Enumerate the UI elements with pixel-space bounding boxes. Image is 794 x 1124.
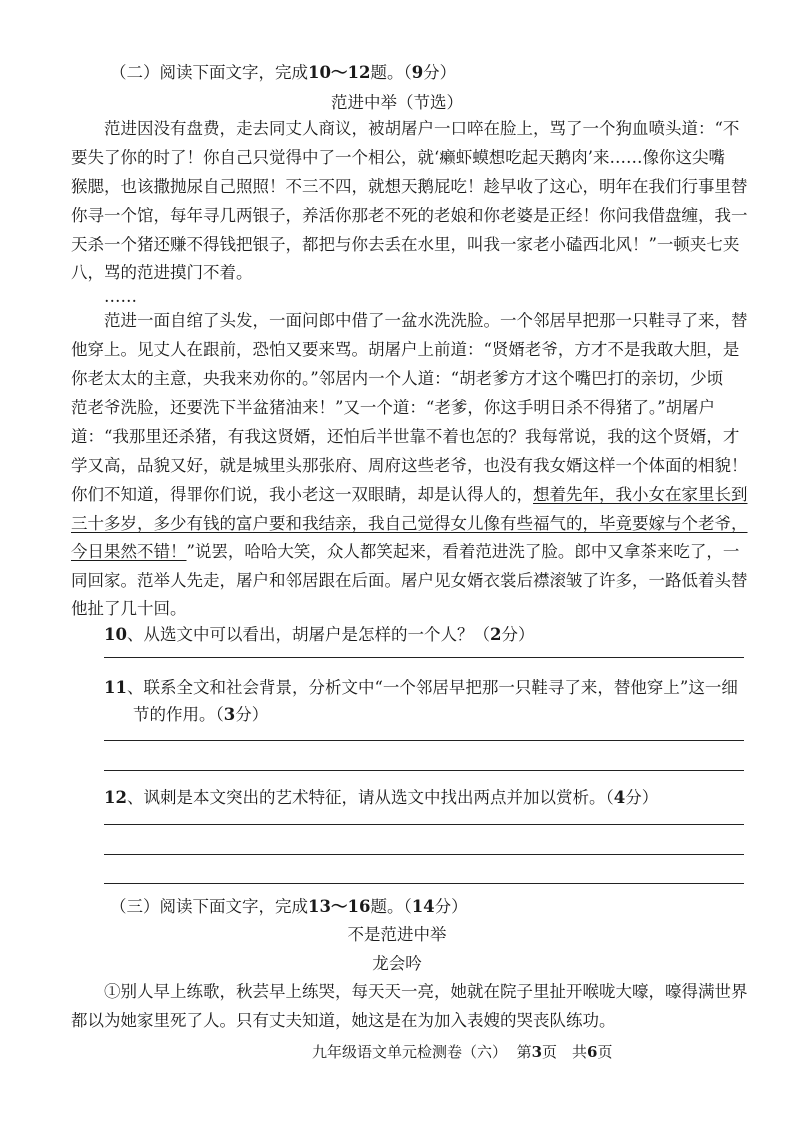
paragraph-line: 范进因没有盘费，走去同丈人商议，被胡屠户一口啐在脸上，骂了一个狗血喷头道：“不 <box>104 119 740 138</box>
paragraph-line: 要失了你的时了！你自己只觉得中了一个相公，就‘癞虾蟆想吃起天鹅肉’来……像你这尖嘴 <box>71 148 725 167</box>
passage-title: 范进中举（节选） <box>331 93 463 112</box>
question-12: 12、讽刺是本文突出的艺术特征，请从选文中找出两点并加以赏析。（4分） <box>104 788 659 807</box>
paragraph-line: 你寻一个馆，每年寻几两银子，养活你那老不死的老娘和你老婆是正经！你问我借盘缠，我一 <box>71 206 748 225</box>
paragraph-line: ①别人早上练歌，秋芸早上练哭，每天天一亮，她就在院子里扯开喉咙大嚎，嚎得满世界 <box>104 982 748 1001</box>
question-11-cont: 节的作用。（3分） <box>133 705 269 724</box>
answer-line[interactable] <box>104 740 744 741</box>
paragraph-line: 你老太太的主意，央我来劝你的。”邻居内一个人道：“胡老爹方才这个嘴巴打的亲切，少顷 <box>71 369 724 388</box>
author: 龙会吟 <box>372 954 422 973</box>
paragraph-line <box>71 514 748 534</box>
paragraph-line <box>71 485 748 505</box>
answer-line[interactable] <box>104 883 744 884</box>
section2-heading: （二）阅读下面文字，完成10～12题。（9分） <box>110 63 457 82</box>
paragraph-line: 天杀一个猪还赚不得钱把银子，都把与你去丢在水里，叫我一家老小磕西北风！”一顿夹七夹 <box>71 235 740 254</box>
plain-text: ”说罢，哈哈大笑，众人都笑起来，看着范进洗了脸。郎中又拿茶来吃了，一 <box>186 542 740 561</box>
paragraph-line <box>71 542 739 562</box>
paragraph-line: 他扯了几十回。 <box>71 599 187 618</box>
underlined-text: 今日果然不错！ <box>71 542 187 561</box>
question-10: 10、从选文中可以看出，胡屠户是怎样的一个人？（2分） <box>104 625 535 644</box>
answer-line[interactable] <box>104 770 744 771</box>
paragraph-line: 八，骂的范进摸门不着。 <box>71 263 253 282</box>
paragraph-line: 他穿上。见丈人在跟前，恐怕又要来骂。胡屠户上前道：“贤婿老爷，方才不是我敢大胆，是 <box>71 340 740 359</box>
underlined-text: 想着先年，我小女在家里长到 <box>533 485 748 504</box>
section3-heading: （三）阅读下面文字，完成13～16题。（14分） <box>110 897 468 916</box>
ellipsis: …… <box>104 287 137 306</box>
paragraph-line: 都以为她家里死了人。只有丈夫知道，她这是在为加入表嫂的哭丧队练功。 <box>71 1011 616 1030</box>
paragraph-line: 学又高，品貌又好，就是城里头那张府、周府这些老爷，也没有我女婿这样一个体面的相貌！ <box>71 456 748 475</box>
paragraph-line: 范老爷洗脸，还要洗下半盆猪油来！”又一个道：“老爹，你这手明日杀不得猪了。”胡屠户 <box>71 398 716 417</box>
paragraph-line: 同回家。范举人先走，屠户和邻居跟在后面。屠户见女婿衣裳后襟滚皱了许多，一路低着头替 <box>71 571 748 590</box>
question-11: 11、联系全文和社会背景，分析文中“一个邻居早把那一只鞋寻了来，替他穿上”这一细 <box>104 678 738 697</box>
answer-line[interactable] <box>104 657 744 658</box>
paragraph-line: 范进一面自绾了头发，一面问郎中借了一盆水洗洗脸。一个邻居早把那一只鞋寻了来，替 <box>104 311 748 330</box>
plain-text: 你们不知道，得罪你们说，我小老这一双眼睛，却是认得人的， <box>71 485 533 504</box>
page-footer: 九年级语文单元检测卷（六） 第3页 共6页 <box>312 1043 613 1061</box>
underlined-text: 三十多岁，多少有钱的富户要和我结亲，我自己觉得女儿像有些福气的，毕竟要嫁与个老爷， <box>71 514 748 533</box>
paragraph-line: 猴腮，也该撒抛尿自己照照！不三不四，就想天鹅屁吃！趁早收了这心，明年在我们行事里替 <box>71 177 748 196</box>
passage-title: 不是范进中举 <box>347 925 447 944</box>
paragraph-line: 道：“我那里还杀猪，有我这贤婿，还怕后半世靠不着也怎的？我每常说，我的这个贤婿，才 <box>71 427 740 446</box>
answer-line[interactable] <box>104 854 744 855</box>
answer-line[interactable] <box>104 824 744 825</box>
